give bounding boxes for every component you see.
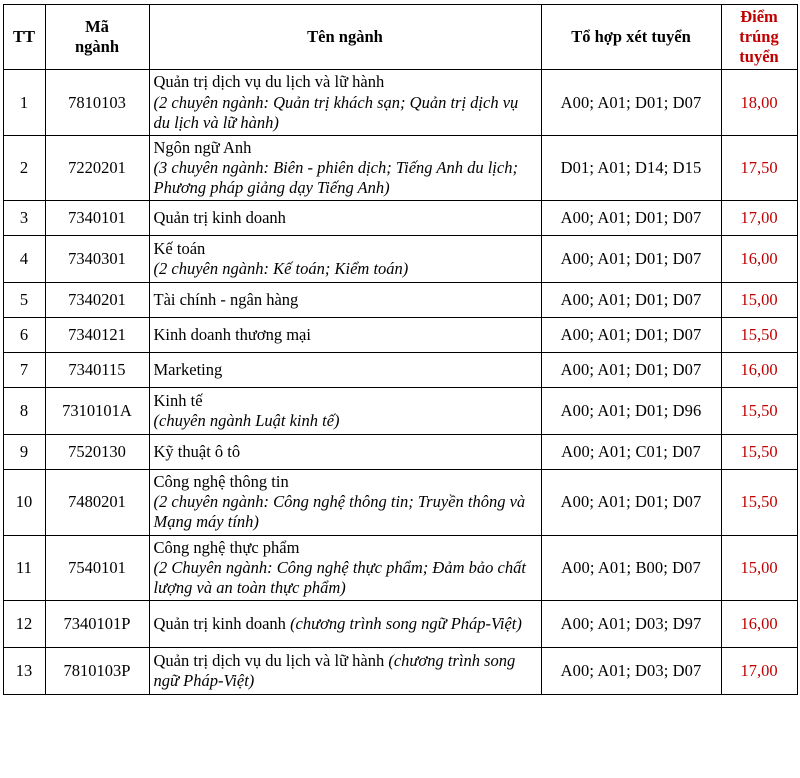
- major-specializations: (chương trình song ngữ Pháp-Việt): [290, 613, 522, 633]
- major-specializations: (chương trình song ngữ Pháp-Việt): [153, 650, 516, 690]
- column-header-score-line1: Điểm: [740, 7, 778, 26]
- table-row: [3, 435, 797, 470]
- cell-benchmark-score: 15,50: [721, 470, 797, 535]
- cell-major-code: 7340101P: [45, 600, 149, 647]
- cell-benchmark-score: 17,00: [721, 201, 797, 236]
- cell-subject-combination: A00; A01; D01; D07: [541, 236, 721, 283]
- table-row: [3, 201, 797, 236]
- table-row: [3, 318, 797, 353]
- cell-benchmark-score: 16,00: [721, 353, 797, 388]
- cell-major-name: [149, 318, 541, 353]
- cell-tt: 12: [3, 600, 45, 647]
- column-header-code: [45, 5, 149, 70]
- admission-score-table: [3, 4, 798, 695]
- table-body: [3, 70, 797, 695]
- cell-major-code: 7540101: [45, 535, 149, 600]
- cell-subject-combination: A00; A01; D01; D07: [541, 201, 721, 236]
- cell-major-code: 7520130: [45, 435, 149, 470]
- cell-benchmark-score: 15,00: [721, 535, 797, 600]
- cell-subject-combination: A00; A01; D01; D07: [541, 470, 721, 535]
- cell-major-code: 7340101: [45, 201, 149, 236]
- major-title: Quản trị dịch vụ du lịch và lữ hành: [153, 650, 389, 670]
- cell-tt: 13: [3, 647, 45, 694]
- cell-major-name: [149, 647, 541, 694]
- cell-tt: 9: [3, 435, 45, 470]
- cell-major-name: [149, 353, 541, 388]
- table-row: [3, 283, 797, 318]
- major-title: Kỹ thuật ô tô: [153, 442, 241, 462]
- major-title: Công nghệ thực phẩm: [153, 537, 300, 557]
- major-title: Quản trị kinh doanh: [153, 208, 286, 228]
- cell-tt: 11: [3, 535, 45, 600]
- cell-subject-combination: A00; A01; B00; D07: [541, 535, 721, 600]
- cell-benchmark-score: 17,50: [721, 135, 797, 200]
- major-title: Quản trị dịch vụ du lịch và lữ hành: [153, 72, 385, 92]
- cell-tt: 4: [3, 236, 45, 283]
- cell-tt: 1: [3, 70, 45, 135]
- cell-benchmark-score: 16,00: [721, 600, 797, 647]
- table-row: [3, 388, 797, 435]
- major-specializations: (chuyên ngành Luật kinh tế): [153, 411, 340, 431]
- major-specializations: (3 chuyên ngành: Biên - phiên dịch; Tiếng Anh du lịch; Phương pháp giảng dạy Tiếng Anh): [153, 157, 518, 197]
- table-header: [3, 5, 797, 70]
- column-header-subject-combination: Tổ hợp xét tuyển: [541, 5, 721, 70]
- cell-major-code: 7480201: [45, 470, 149, 535]
- major-title: Kinh doanh thương mại: [153, 325, 311, 345]
- cell-tt: 3: [3, 201, 45, 236]
- major-title: Kinh tế: [153, 391, 203, 410]
- cell-major-code: 7340121: [45, 318, 149, 353]
- cell-tt: 7: [3, 353, 45, 388]
- cell-subject-combination: A00; A01; D03; D07: [541, 647, 721, 694]
- major-title: Kế toán: [153, 239, 206, 258]
- cell-major-name: [149, 135, 541, 200]
- table-row: [3, 353, 797, 388]
- cell-benchmark-score: 17,00: [721, 647, 797, 694]
- cell-major-name: [149, 435, 541, 470]
- cell-subject-combination: A00; A01; D01; D07: [541, 318, 721, 353]
- table-row: [3, 600, 797, 647]
- cell-subject-combination: A00; A01; D01; D07: [541, 353, 721, 388]
- cell-major-name: [149, 236, 541, 283]
- cell-major-code: 7810103P: [45, 647, 149, 694]
- cell-major-code: 7810103: [45, 70, 149, 135]
- cell-benchmark-score: 16,00: [721, 236, 797, 283]
- table-row: [3, 70, 797, 135]
- cell-major-code: 7220201: [45, 135, 149, 200]
- column-header-benchmark-score: [721, 5, 797, 70]
- major-specializations: (2 Chuyên ngành: Công nghệ thực phẩm; Đảm bảo chất lượng và an toàn thực phẩm): [153, 557, 526, 597]
- cell-subject-combination: A00; A01; D01; D07: [541, 283, 721, 318]
- cell-major-name: [149, 470, 541, 535]
- cell-benchmark-score: 15,50: [721, 388, 797, 435]
- major-specializations: (2 chuyên ngành: Quản trị khách sạn; Quản trị dịch vụ du lịch và lữ hành): [153, 92, 519, 132]
- major-title: Quản trị kinh doanh: [153, 613, 291, 633]
- cell-tt: 2: [3, 135, 45, 200]
- table-row: [3, 535, 797, 600]
- cell-benchmark-score: 15,50: [721, 318, 797, 353]
- column-header-tt: TT: [3, 5, 45, 70]
- cell-benchmark-score: 18,00: [721, 70, 797, 135]
- major-specializations: (2 chuyên ngành: Công nghệ thông tin; Truyền thông và Mạng máy tính): [153, 492, 526, 532]
- column-header-code-line2: ngành: [74, 37, 120, 57]
- cell-major-name: [149, 388, 541, 435]
- cell-subject-combination: D01; A01; D14; D15: [541, 135, 721, 200]
- cell-tt: 6: [3, 318, 45, 353]
- cell-tt: 10: [3, 470, 45, 535]
- cell-subject-combination: A00; A01; C01; D07: [541, 435, 721, 470]
- major-title: Tài chính - ngân hàng: [153, 290, 299, 310]
- cell-subject-combination: A00; A01; D01; D96: [541, 388, 721, 435]
- table-row: [3, 135, 797, 200]
- major-title: Marketing: [153, 360, 223, 380]
- table-row: [3, 470, 797, 535]
- column-header-score-line2: trúng: [739, 27, 779, 47]
- cell-major-code: 7340301: [45, 236, 149, 283]
- cell-benchmark-score: 15,00: [721, 283, 797, 318]
- cell-tt: 5: [3, 283, 45, 318]
- cell-major-name: [149, 201, 541, 236]
- table-header-row: [3, 5, 797, 70]
- cell-benchmark-score: 15,50: [721, 435, 797, 470]
- major-specializations: (2 chuyên ngành: Kế toán; Kiểm toán): [153, 259, 409, 279]
- cell-major-code: 7340115: [45, 353, 149, 388]
- cell-major-code: 7310101A: [45, 388, 149, 435]
- cell-subject-combination: A00; A01; D01; D07: [541, 70, 721, 135]
- table-row: [3, 647, 797, 694]
- major-title: Công nghệ thông tin: [153, 472, 289, 492]
- major-title: Ngôn ngữ Anh: [153, 137, 252, 157]
- table-row: [3, 236, 797, 283]
- cell-major-name: [149, 535, 541, 600]
- cell-major-name: [149, 283, 541, 318]
- cell-major-name: [149, 70, 541, 135]
- cell-tt: 8: [3, 388, 45, 435]
- cell-major-code: 7340201: [45, 283, 149, 318]
- column-header-major-name: Tên ngành: [149, 5, 541, 70]
- cell-major-name: [149, 600, 541, 647]
- column-header-score-line3: tuyển: [739, 47, 779, 67]
- cell-subject-combination: A00; A01; D03; D97: [541, 600, 721, 647]
- column-header-code-line1: Mã: [85, 17, 109, 37]
